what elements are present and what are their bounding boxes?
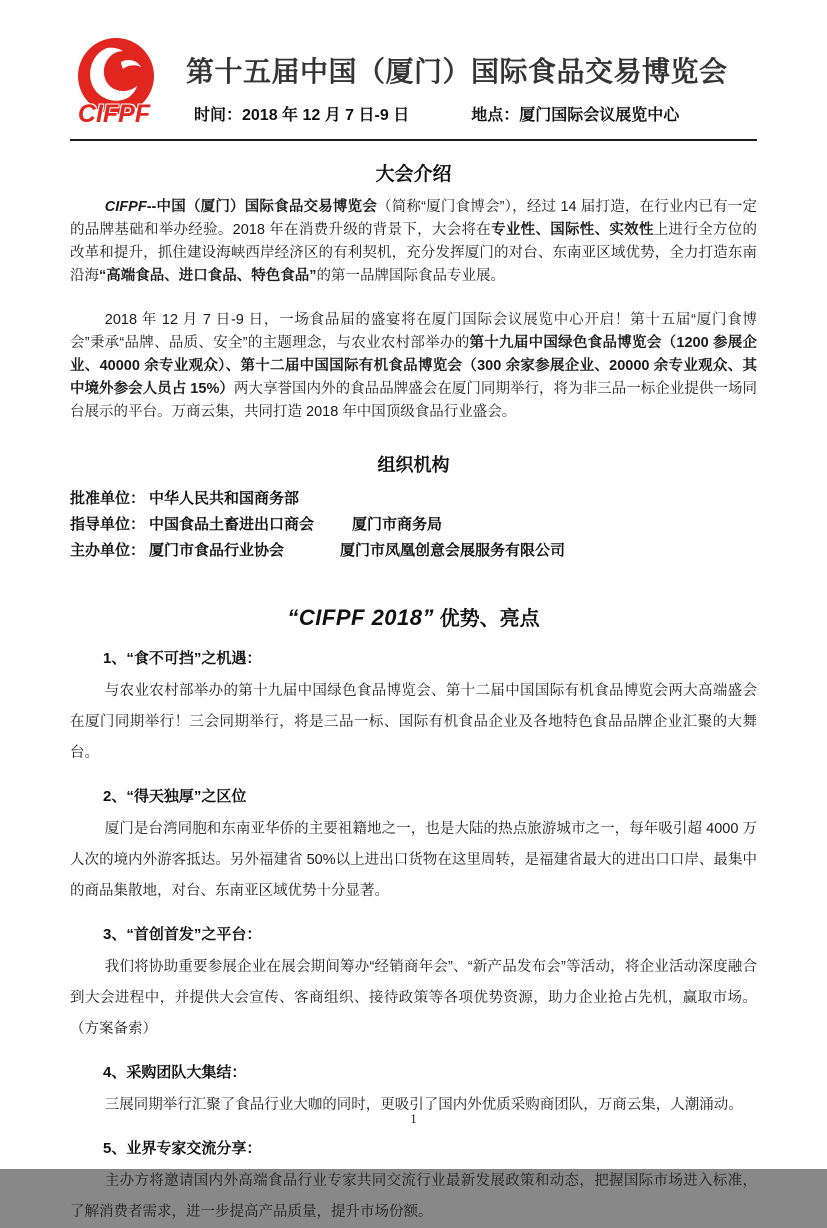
header-text (164, 36, 757, 125)
highlight-item-body: 厦门是台湾同胞和东南亚华侨的主要祖籍地之一，也是大陆的热点旅游城市之一，每年吸引超 4000 万人次的境内外游客抵达。另外福建省 50%以上进出口货物在这里周转，是福建省最大的进出口口岸、最集中的商品集散地，对台、东南亚区域优势十分显著。 (70, 821, 757, 899)
highlight-item-title: 3、“首创首发”之平台： (103, 926, 262, 943)
highlight-item-body: 我们将协助重要参展企业在展会期间筹办“经销商年会”、“新产品发布会”等活动，将企业活动深度融合到大会进程中，并提供大会宣传、客商组织、接待政策等各项优势资源，助力企业抢占先机，赢取市场。（方案备索） (70, 959, 757, 1037)
logo-wordmark: CIFPF (77, 100, 151, 128)
document-header (70, 36, 757, 141)
org-row-approval: 批准单位： 中华人民共和国商务部 (70, 490, 300, 507)
intro-paragraph-2: 2018 年 12 月 7 日-9 日，一场食品届的盛宴将在厦门国际会议展览中心开启！第十五届“厦门食博会”秉承“品牌、品质、安全”的主题理念，与农业农村部举办的第十九届中国绿色食品博览会（1200 参展企业、40000 余专业观众）、第十二届中国国际有机食品博览会（300 余家参展企业、20000 余专业观众、其中境外参会人员占 15%）两大享誉国内外的食品品牌盛会在厦门同期举行，将为非三品一标企业提供一场同台展示的平台。万商云集，共同打造 2018 年中国顶级食品行业盛会。 (70, 312, 758, 420)
highlights-heading-brand: “CIFPF 2018” (287, 605, 435, 630)
highlights-heading-rest: 优势、亮点 (434, 608, 540, 630)
org-row-host: 主办单位： 厦门市食品行业协会 厦门市凤凰创意会展服务有限公司 (70, 542, 566, 559)
event-time: 时间：2018 年 12 月 7 日-9 日 (194, 107, 410, 124)
highlight-item-body: 主办方将邀请国内外高端食品行业专家共同交流行业最新发展政策和动态，把握国际市场进入标准，了解消费者需求，进一步提高产品质量，提升市场份额。 (70, 1173, 757, 1220)
intro-paragraph-1: CIFPF--中国（厦门）国际食品交易博览会（简称“厦门食博会”），经过 14 届打造，在行业内已有一定的品牌基础和举办经验。2018 年在消费升级的背景下，大会将在专业性、国际性、实效性上进行全方位的改革和提升，抓住建设海峡西岸经济区的有利契机，充分发挥厦门的对台、东南亚区域优势，全力打造东南沿海“高端食品、进口食品、特色食品”的第一品牌国际食品专业展。 (70, 199, 757, 284)
page-title: 第十五届中国（厦门）国际食品交易博览会 (186, 56, 728, 87)
brand-name: CIFPF (104, 199, 147, 215)
cifpf-logo (64, 36, 164, 129)
organization-list (70, 486, 757, 564)
org-row-guidance: 指导单位： 中国食品土畜进出口商会 厦门市商务局 (70, 516, 443, 533)
section-heading-organization: 组织机构 (377, 455, 450, 475)
event-venue: 地点：厦门国际会议展览中心 (471, 107, 680, 124)
highlights-list (70, 648, 757, 1228)
highlight-item-title: 2、“得天独厚”之区位 (103, 788, 247, 805)
highlight-item-body: 三展同期举行汇聚了食品行业大咖的同时，更吸引了国内外优质采购商团队，万商云集，人潮涌动。 (104, 1097, 743, 1113)
highlight-item-body: 与农业农村部举办的第十九届中国绿色食品博览会、第十二届中国国际有机食品博览会两大高端盛会在厦门同期举行！三会同期举行，将是三品一标、国际有机食品企业及各地特色食品品牌企业汇聚的大舞台。 (70, 683, 757, 761)
section-heading-intro: 大会介绍 (375, 164, 452, 185)
highlight-item-title: 1、“食不可挡”之机遇： (103, 650, 262, 667)
section-heading-highlights (70, 602, 757, 631)
event-meta (186, 102, 757, 125)
page-number: 1 (410, 1111, 417, 1126)
highlight-item-title: 4、采购团队大集结： (103, 1064, 247, 1081)
highlight-item-title: 5、业界专家交流分享： (103, 1140, 262, 1157)
